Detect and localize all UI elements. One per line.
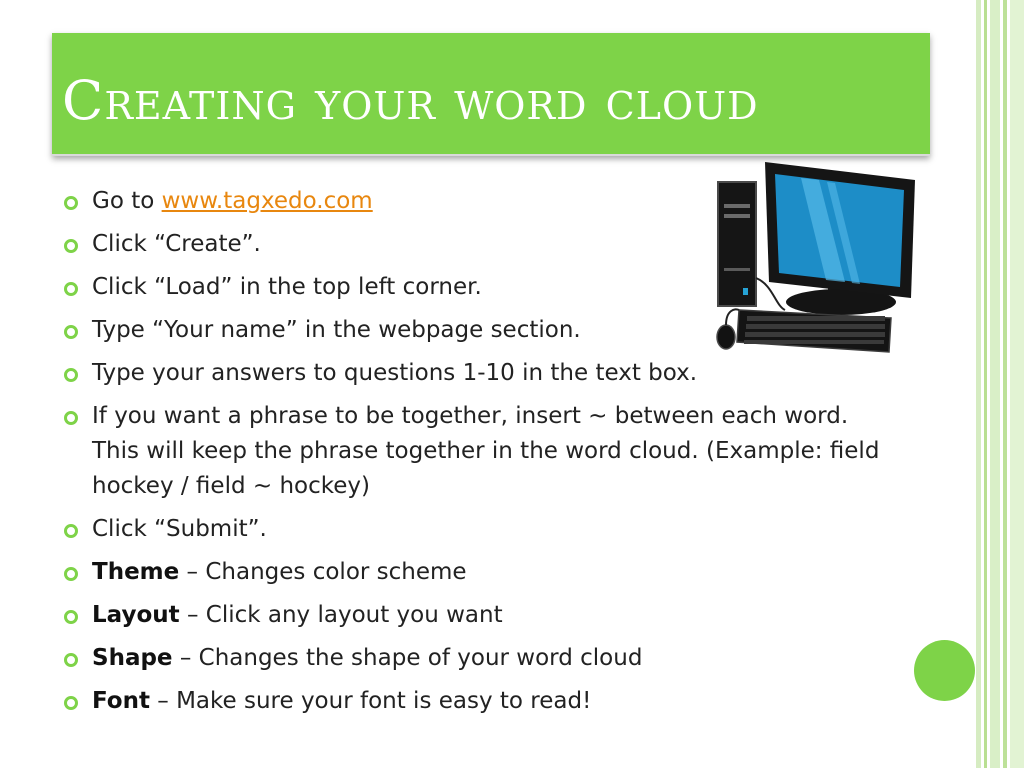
bullet-item bbox=[62, 641, 882, 676]
bullet-text: If you want a phrase to be together, insert ~ between each word. This will keep the phrase together in the word cloud. (Example: field hockey / field ~ hockey) bbox=[92, 403, 880, 499]
bullet-marker bbox=[64, 368, 78, 382]
bullet-marker bbox=[64, 567, 78, 581]
bullet-item bbox=[62, 399, 882, 504]
bullet-item bbox=[62, 227, 882, 262]
decorative-green-circle bbox=[914, 640, 975, 701]
bullet-item bbox=[62, 270, 882, 305]
bullet-term: Shape bbox=[92, 645, 173, 671]
bullet-text: Click “Load” in the top left corner. bbox=[92, 274, 482, 300]
tagxedo-link[interactable]: www.tagxedo.com bbox=[161, 188, 373, 214]
bullet-term: Theme bbox=[92, 559, 180, 585]
bullet-term: Font bbox=[92, 688, 150, 714]
bullet-text: Click “Submit”. bbox=[92, 516, 267, 542]
bullet-desc: – Click any layout you want bbox=[179, 602, 503, 628]
bullet-item bbox=[62, 512, 882, 547]
title-bar bbox=[52, 33, 930, 156]
bullet-term: Layout bbox=[92, 602, 180, 628]
bullet-item bbox=[62, 598, 882, 633]
bullet-prefix: Go to bbox=[92, 188, 162, 214]
bullet-list bbox=[62, 184, 882, 727]
decorative-stripe bbox=[1003, 0, 1007, 768]
bullet-item bbox=[62, 313, 882, 348]
decorative-stripe bbox=[976, 0, 981, 768]
bullet-text: Type your answers to questions 1-10 in the text box. bbox=[92, 360, 698, 386]
bullet-marker bbox=[64, 239, 78, 253]
bullet-item bbox=[62, 555, 882, 590]
bullet-marker bbox=[64, 196, 78, 210]
bullet-item bbox=[62, 184, 882, 219]
bullet-item bbox=[62, 684, 882, 719]
decorative-stripe bbox=[1010, 0, 1024, 768]
bullet-item bbox=[62, 356, 882, 391]
decorative-stripe bbox=[984, 0, 987, 768]
bullet-marker bbox=[64, 696, 78, 710]
bullet-marker bbox=[64, 653, 78, 667]
bullet-marker bbox=[64, 411, 78, 425]
bullet-marker bbox=[64, 325, 78, 339]
bullet-desc: – Make sure your font is easy to read! bbox=[149, 688, 592, 714]
slide-title: Creating your word cloud bbox=[62, 69, 759, 132]
bullet-desc: – Changes the shape of your word cloud bbox=[172, 645, 643, 671]
bullet-marker bbox=[64, 524, 78, 538]
bullet-marker bbox=[64, 282, 78, 296]
bullet-desc: – Changes color scheme bbox=[179, 559, 467, 585]
bullet-text: Click “Create”. bbox=[92, 231, 261, 257]
decorative-stripe bbox=[990, 0, 1000, 768]
bullet-marker bbox=[64, 610, 78, 624]
bullet-text: Type “Your name” in the webpage section. bbox=[92, 317, 581, 343]
